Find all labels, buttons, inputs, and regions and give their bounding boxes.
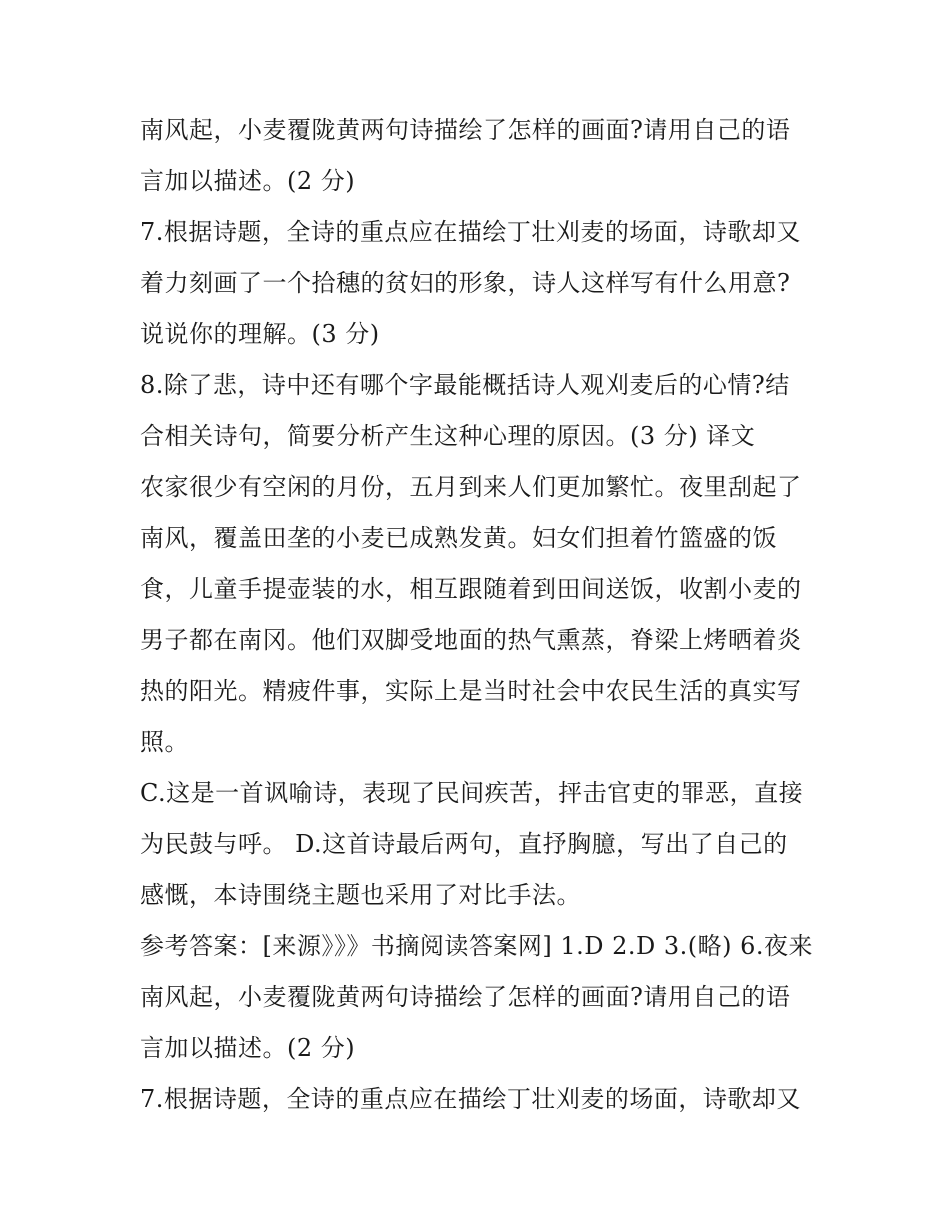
text-line: C.这是一首讽喻诗，表现了民间疾苦，抨击官吏的罪恶，直接	[140, 779, 804, 807]
text-line: 合相关诗句，简要分析产生这种心理的原因。(3 分) 译文	[140, 422, 756, 450]
text-line: 言加以描述。(2 分)	[140, 1034, 356, 1062]
text-line: 男子都在南冈。他们双脚受地面的热气熏蒸，脊梁上烤晒着炎	[140, 626, 802, 654]
text-line: 着力刻画了一个拾穗的贫妇的形象，诗人这样写有什么用意?	[140, 269, 791, 297]
text-line: 食，儿童手提壶装的水，相互跟随着到田间送饭，收割小麦的	[140, 575, 802, 603]
text-line: 南风起，小麦覆陇黄两句诗描绘了怎样的画面?请用自己的语	[140, 983, 791, 1011]
text-line: 南风，覆盖田垄的小麦已成熟发黄。妇女们担着竹篮盛的饭	[140, 524, 777, 552]
text-line: 参考答案：[来源》》》书摘阅读答案网] 1.D 2.D 3.(略) 6.夜来	[140, 932, 814, 960]
text-line: 7.根据诗题，全诗的重点应在描绘丁壮刈麦的场面，诗歌却又	[140, 218, 801, 246]
text-line: 7.根据诗题，全诗的重点应在描绘丁壮刈麦的场面，诗歌却又	[140, 1085, 801, 1113]
text-line: 言加以描述。(2 分)	[140, 167, 356, 195]
text-line: 热的阳光。精疲件事，实际上是当时社会中农民生活的真实写	[140, 677, 802, 705]
text-line: 为民鼓与呼。 D.这首诗最后两句，直抒胸臆，写出了自己的	[140, 830, 788, 858]
text-line: 农家很少有空闲的月份，五月到来人们更加繁忙。夜里刮起了	[140, 473, 802, 501]
text-line: 说说你的理解。(3 分)	[140, 320, 380, 348]
text-line: 感慨，本诗围绕主题也采用了对比手法。	[140, 881, 581, 909]
text-line: 8.除了悲，诗中还有哪个字最能概括诗人观刈麦后的心情?结	[140, 371, 790, 399]
text-line: 南风起，小麦覆陇黄两句诗描绘了怎样的画面?请用自己的语	[140, 116, 791, 144]
text-line: 照。	[140, 728, 189, 756]
